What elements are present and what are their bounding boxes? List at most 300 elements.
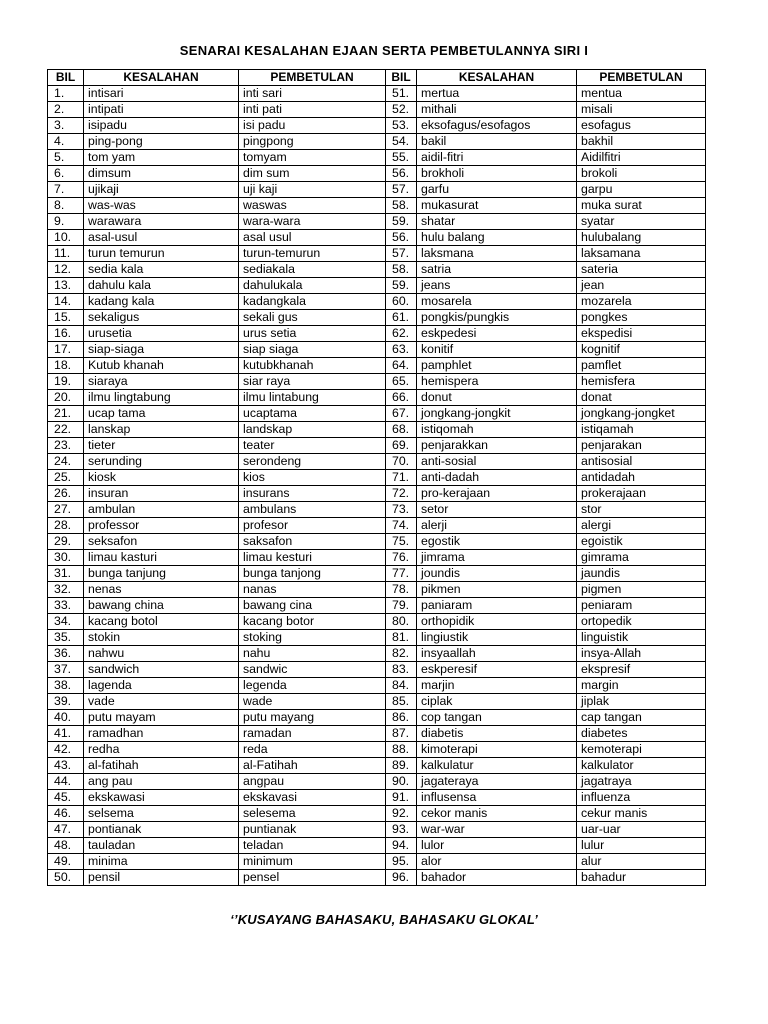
table-row xyxy=(48,422,706,438)
pembetulan-cell: misali xyxy=(577,102,706,118)
table-row xyxy=(48,102,706,118)
kesalahan-cell: ilmu lingtabung xyxy=(84,390,239,406)
bil-cell: 60. xyxy=(386,294,417,310)
pembetulan-cell: stor xyxy=(577,502,706,518)
pembetulan-cell: esofagus xyxy=(577,118,706,134)
bil-cell: 57. xyxy=(386,182,417,198)
pembetulan-cell: ekspedisi xyxy=(577,326,706,342)
bil-cell: 74. xyxy=(386,518,417,534)
kesalahan-cell: Kutub khanah xyxy=(84,358,239,374)
pembetulan-cell: muka surat xyxy=(577,198,706,214)
bil-cell: 47. xyxy=(48,822,84,838)
kesalahan-cell: ciplak xyxy=(417,694,577,710)
kesalahan-cell: turun temurun xyxy=(84,246,239,262)
kesalahan-cell: mithali xyxy=(417,102,577,118)
table-row xyxy=(48,758,706,774)
pembetulan-cell: puntianak xyxy=(239,822,386,838)
kesalahan-cell: professor xyxy=(84,518,239,534)
bil-cell: 21. xyxy=(48,406,84,422)
kesalahan-cell: siaraya xyxy=(84,374,239,390)
pembetulan-cell: turun-temurun xyxy=(239,246,386,262)
bil-cell: 19. xyxy=(48,374,84,390)
pembetulan-cell: jean xyxy=(577,278,706,294)
pembetulan-cell: saksafon xyxy=(239,534,386,550)
kesalahan-cell: alerji xyxy=(417,518,577,534)
pembetulan-cell: penjarakan xyxy=(577,438,706,454)
bil-cell: 92. xyxy=(386,806,417,822)
bil-cell: 78. xyxy=(386,582,417,598)
pembetulan-cell: reda xyxy=(239,742,386,758)
footer-slogan: ‘’KUSAYANG BAHASAKU, BAHASAKU GLOKAL’ xyxy=(230,912,538,927)
kesalahan-cell: laksmana xyxy=(417,246,577,262)
table-row xyxy=(48,150,706,166)
kesalahan-cell: ucap tama xyxy=(84,406,239,422)
bil-cell: 32. xyxy=(48,582,84,598)
pembetulan-cell: wara-wara xyxy=(239,214,386,230)
table-row xyxy=(48,614,706,630)
bil-cell: 71. xyxy=(386,470,417,486)
pembetulan-cell: dahulukala xyxy=(239,278,386,294)
pembetulan-cell: pingpong xyxy=(239,134,386,150)
bil-cell: 8. xyxy=(48,198,84,214)
bil-cell: 70. xyxy=(386,454,417,470)
table-row xyxy=(48,854,706,870)
kesalahan-cell: hemispera xyxy=(417,374,577,390)
kesalahan-cell: was-was xyxy=(84,198,239,214)
kesalahan-cell: tom yam xyxy=(84,150,239,166)
pembetulan-cell: ucaptama xyxy=(239,406,386,422)
kesalahan-cell: dimsum xyxy=(84,166,239,182)
bil-cell: 46. xyxy=(48,806,84,822)
bil-cell: 58. xyxy=(386,262,417,278)
bil-cell: 40. xyxy=(48,710,84,726)
bil-cell: 69. xyxy=(386,438,417,454)
bil-cell: 67. xyxy=(386,406,417,422)
bil-cell: 17. xyxy=(48,342,84,358)
kesalahan-cell: serunding xyxy=(84,454,239,470)
pembetulan-cell: jagatraya xyxy=(577,774,706,790)
kesalahan-cell: pamphlet xyxy=(417,358,577,374)
bil-cell: 62. xyxy=(386,326,417,342)
kesalahan-cell: pontianak xyxy=(84,822,239,838)
pembetulan-cell: urus setia xyxy=(239,326,386,342)
header-kesalahan: KESALAHAN xyxy=(417,70,577,86)
kesalahan-cell: lanskap xyxy=(84,422,239,438)
bil-cell: 51. xyxy=(386,86,417,102)
table-row xyxy=(48,518,706,534)
spelling-table xyxy=(47,69,706,886)
kesalahan-cell: eskpedesi xyxy=(417,326,577,342)
bil-cell: 55. xyxy=(386,150,417,166)
pembetulan-cell: kalkulator xyxy=(577,758,706,774)
kesalahan-cell: tauladan xyxy=(84,838,239,854)
pembetulan-cell: insurans xyxy=(239,486,386,502)
kesalahan-cell: anti-dadah xyxy=(417,470,577,486)
pembetulan-cell: syatar xyxy=(577,214,706,230)
bil-cell: 18. xyxy=(48,358,84,374)
kesalahan-cell: hulu balang xyxy=(417,230,577,246)
bil-cell: 66. xyxy=(386,390,417,406)
kesalahan-cell: orthopidik xyxy=(417,614,577,630)
kesalahan-cell: jongkang-jongkit xyxy=(417,406,577,422)
kesalahan-cell: anti-sosial xyxy=(417,454,577,470)
kesalahan-cell: intisari xyxy=(84,86,239,102)
kesalahan-cell: warawara xyxy=(84,214,239,230)
bil-cell: 38. xyxy=(48,678,84,694)
bil-cell: 96. xyxy=(386,870,417,886)
bil-cell: 14. xyxy=(48,294,84,310)
table-row xyxy=(48,534,706,550)
table-row xyxy=(48,630,706,646)
bil-cell: 41. xyxy=(48,726,84,742)
kesalahan-cell: sekaligus xyxy=(84,310,239,326)
pembetulan-cell: isi padu xyxy=(239,118,386,134)
bil-cell: 59. xyxy=(386,214,417,230)
bil-cell: 54. xyxy=(386,134,417,150)
table-row xyxy=(48,390,706,406)
pembetulan-cell: kemoterapi xyxy=(577,742,706,758)
pembetulan-cell: ortopedik xyxy=(577,614,706,630)
bil-cell: 91. xyxy=(386,790,417,806)
kesalahan-cell: limau kasturi xyxy=(84,550,239,566)
bil-cell: 77. xyxy=(386,566,417,582)
pembetulan-cell: sandwic xyxy=(239,662,386,678)
kesalahan-cell: kiosk xyxy=(84,470,239,486)
pembetulan-cell: diabetes xyxy=(577,726,706,742)
pembetulan-cell: alergi xyxy=(577,518,706,534)
table-row xyxy=(48,134,706,150)
pembetulan-cell: wade xyxy=(239,694,386,710)
bil-cell: 83. xyxy=(386,662,417,678)
kesalahan-cell: bahador xyxy=(417,870,577,886)
pembetulan-cell: alur xyxy=(577,854,706,870)
table-row xyxy=(48,710,706,726)
pembetulan-cell: mozarela xyxy=(577,294,706,310)
kesalahan-cell: kacang botol xyxy=(84,614,239,630)
table-row xyxy=(48,822,706,838)
kesalahan-cell: ekskawasi xyxy=(84,790,239,806)
bil-cell: 93. xyxy=(386,822,417,838)
pembetulan-cell: egoistik xyxy=(577,534,706,550)
kesalahan-cell: minima xyxy=(84,854,239,870)
kesalahan-cell: paniaram xyxy=(417,598,577,614)
bil-cell: 81. xyxy=(386,630,417,646)
kesalahan-cell: ping-pong xyxy=(84,134,239,150)
kesalahan-cell: bunga tanjung xyxy=(84,566,239,582)
bil-cell: 82. xyxy=(386,646,417,662)
bil-cell: 13. xyxy=(48,278,84,294)
pembetulan-cell: prokerajaan xyxy=(577,486,706,502)
pembetulan-cell: nanas xyxy=(239,582,386,598)
pembetulan-cell: ekspresif xyxy=(577,662,706,678)
kesalahan-cell: setor xyxy=(417,502,577,518)
pembetulan-cell: pigmen xyxy=(577,582,706,598)
kesalahan-cell: mertua xyxy=(417,86,577,102)
bil-cell: 29. xyxy=(48,534,84,550)
pembetulan-cell: waswas xyxy=(239,198,386,214)
bil-cell: 84. xyxy=(386,678,417,694)
bil-cell: 87. xyxy=(386,726,417,742)
bil-cell: 53. xyxy=(386,118,417,134)
pembetulan-cell: ramadan xyxy=(239,726,386,742)
table-row xyxy=(48,694,706,710)
pembetulan-cell: pensel xyxy=(239,870,386,886)
table-row xyxy=(48,326,706,342)
kesalahan-cell: siap-siaga xyxy=(84,342,239,358)
kesalahan-cell: pongkis/pungkis xyxy=(417,310,577,326)
bil-cell: 75. xyxy=(386,534,417,550)
header-bil: BIL xyxy=(48,70,84,86)
bil-cell: 72. xyxy=(386,486,417,502)
kesalahan-cell: vade xyxy=(84,694,239,710)
header-bil: BIL xyxy=(386,70,417,86)
pembetulan-cell: gimrama xyxy=(577,550,706,566)
bil-cell: 11. xyxy=(48,246,84,262)
document-title: SENARAI KESALAHAN EJAAN SERTA PEMBETULANNYA SIRI I xyxy=(179,43,589,58)
bil-cell: 90. xyxy=(386,774,417,790)
pembetulan-cell: influenza xyxy=(577,790,706,806)
pembetulan-cell: ekskavasi xyxy=(239,790,386,806)
pembetulan-cell: kognitif xyxy=(577,342,706,358)
table-row xyxy=(48,662,706,678)
kesalahan-cell: satria xyxy=(417,262,577,278)
pembetulan-cell: siap siaga xyxy=(239,342,386,358)
table-row xyxy=(48,454,706,470)
bil-cell: 31. xyxy=(48,566,84,582)
kesalahan-cell: isipadu xyxy=(84,118,239,134)
bil-cell: 49. xyxy=(48,854,84,870)
pembetulan-cell: sediakala xyxy=(239,262,386,278)
kesalahan-cell: eksofagus/esofagos xyxy=(417,118,577,134)
kesalahan-cell: insyaallah xyxy=(417,646,577,662)
bil-cell: 63. xyxy=(386,342,417,358)
pembetulan-cell: insya-Allah xyxy=(577,646,706,662)
pembetulan-cell: limau kesturi xyxy=(239,550,386,566)
kesalahan-cell: intipati xyxy=(84,102,239,118)
pembetulan-cell: peniaram xyxy=(577,598,706,614)
table-row xyxy=(48,742,706,758)
table-row xyxy=(48,790,706,806)
bil-cell: 1. xyxy=(48,86,84,102)
bil-cell: 10. xyxy=(48,230,84,246)
kesalahan-cell: kadang kala xyxy=(84,294,239,310)
pembetulan-cell: teater xyxy=(239,438,386,454)
pembetulan-cell: antisosial xyxy=(577,454,706,470)
kesalahan-cell: stokin xyxy=(84,630,239,646)
pembetulan-cell: uar-uar xyxy=(577,822,706,838)
bil-cell: 9. xyxy=(48,214,84,230)
bil-cell: 34. xyxy=(48,614,84,630)
kesalahan-cell: bakil xyxy=(417,134,577,150)
pembetulan-cell: istiqamah xyxy=(577,422,706,438)
kesalahan-cell: joundis xyxy=(417,566,577,582)
bil-cell: 25. xyxy=(48,470,84,486)
table-row xyxy=(48,358,706,374)
kesalahan-cell: urusetia xyxy=(84,326,239,342)
bil-cell: 57. xyxy=(386,246,417,262)
bil-cell: 61. xyxy=(386,310,417,326)
table-row xyxy=(48,118,706,134)
table-row xyxy=(48,406,706,422)
table-row xyxy=(48,278,706,294)
table-row xyxy=(48,198,706,214)
bil-cell: 33. xyxy=(48,598,84,614)
table-row xyxy=(48,166,706,182)
bil-cell: 37. xyxy=(48,662,84,678)
bil-cell: 5. xyxy=(48,150,84,166)
pembetulan-cell: bunga tanjong xyxy=(239,566,386,582)
kesalahan-cell: lingiustik xyxy=(417,630,577,646)
pembetulan-cell: stoking xyxy=(239,630,386,646)
kesalahan-cell: jagateraya xyxy=(417,774,577,790)
pembetulan-cell: tomyam xyxy=(239,150,386,166)
kesalahan-cell: asal-usul xyxy=(84,230,239,246)
kesalahan-cell: sandwich xyxy=(84,662,239,678)
pembetulan-cell: legenda xyxy=(239,678,386,694)
bil-cell: 65. xyxy=(386,374,417,390)
pembetulan-cell: kadangkala xyxy=(239,294,386,310)
bil-cell: 30. xyxy=(48,550,84,566)
pembetulan-cell: inti sari xyxy=(239,86,386,102)
pembetulan-cell: teladan xyxy=(239,838,386,854)
kesalahan-cell: jeans xyxy=(417,278,577,294)
pembetulan-cell: margin xyxy=(577,678,706,694)
table-row xyxy=(48,646,706,662)
bil-cell: 27. xyxy=(48,502,84,518)
table-row xyxy=(48,182,706,198)
kesalahan-cell: mosarela xyxy=(417,294,577,310)
bil-cell: 6. xyxy=(48,166,84,182)
table-row xyxy=(48,502,706,518)
table-row xyxy=(48,582,706,598)
bil-cell: 4. xyxy=(48,134,84,150)
pembetulan-cell: profesor xyxy=(239,518,386,534)
bil-cell: 85. xyxy=(386,694,417,710)
kesalahan-cell: alor xyxy=(417,854,577,870)
pembetulan-cell: serondeng xyxy=(239,454,386,470)
bil-cell: 20. xyxy=(48,390,84,406)
pembetulan-cell: selesema xyxy=(239,806,386,822)
table-row xyxy=(48,774,706,790)
table-row xyxy=(48,294,706,310)
bil-cell: 36. xyxy=(48,646,84,662)
kesalahan-cell: shatar xyxy=(417,214,577,230)
bil-cell: 42. xyxy=(48,742,84,758)
kesalahan-cell: al-fatihah xyxy=(84,758,239,774)
bil-cell: 86. xyxy=(386,710,417,726)
pembetulan-cell: laksamana xyxy=(577,246,706,262)
pembetulan-cell: kios xyxy=(239,470,386,486)
kesalahan-cell: seksafon xyxy=(84,534,239,550)
kesalahan-cell: penjarakkan xyxy=(417,438,577,454)
kesalahan-cell: pikmen xyxy=(417,582,577,598)
header-pembetulan: PEMBETULAN xyxy=(577,70,706,86)
kesalahan-cell: mukasurat xyxy=(417,198,577,214)
kesalahan-cell: bawang china xyxy=(84,598,239,614)
bil-cell: 35. xyxy=(48,630,84,646)
kesalahan-cell: war-war xyxy=(417,822,577,838)
pembetulan-cell: kutubkhanah xyxy=(239,358,386,374)
bil-cell: 95. xyxy=(386,854,417,870)
pembetulan-cell: hulubalang xyxy=(577,230,706,246)
kesalahan-cell: garfu xyxy=(417,182,577,198)
pembetulan-cell: antidadah xyxy=(577,470,706,486)
table-row xyxy=(48,838,706,854)
pembetulan-cell: garpu xyxy=(577,182,706,198)
pembetulan-cell: sateria xyxy=(577,262,706,278)
pembetulan-cell: Aidilfitri xyxy=(577,150,706,166)
table-row xyxy=(48,486,706,502)
header-pembetulan: PEMBETULAN xyxy=(239,70,386,86)
bil-cell: 15. xyxy=(48,310,84,326)
pembetulan-cell: hemisfera xyxy=(577,374,706,390)
bil-cell: 64. xyxy=(386,358,417,374)
pembetulan-cell: sekali gus xyxy=(239,310,386,326)
bil-cell: 12. xyxy=(48,262,84,278)
pembetulan-cell: lulur xyxy=(577,838,706,854)
bil-cell: 48. xyxy=(48,838,84,854)
kesalahan-cell: lagenda xyxy=(84,678,239,694)
pembetulan-cell: brokoli xyxy=(577,166,706,182)
pembetulan-cell: uji kaji xyxy=(239,182,386,198)
kesalahan-cell: konitif xyxy=(417,342,577,358)
pembetulan-cell: siar raya xyxy=(239,374,386,390)
bil-cell: 2. xyxy=(48,102,84,118)
bil-cell: 59. xyxy=(386,278,417,294)
bil-cell: 73. xyxy=(386,502,417,518)
table-row xyxy=(48,230,706,246)
pembetulan-cell: jiplak xyxy=(577,694,706,710)
table-row xyxy=(48,86,706,102)
table-row xyxy=(48,566,706,582)
kesalahan-cell: nenas xyxy=(84,582,239,598)
kesalahan-cell: lulor xyxy=(417,838,577,854)
bil-cell: 43. xyxy=(48,758,84,774)
pembetulan-cell: donat xyxy=(577,390,706,406)
bil-cell: 56. xyxy=(386,166,417,182)
kesalahan-cell: influsensa xyxy=(417,790,577,806)
pembetulan-cell: bahadur xyxy=(577,870,706,886)
table-row xyxy=(48,438,706,454)
kesalahan-cell: marjin xyxy=(417,678,577,694)
kesalahan-cell: ang pau xyxy=(84,774,239,790)
bil-cell: 24. xyxy=(48,454,84,470)
kesalahan-cell: aidil-fitri xyxy=(417,150,577,166)
kesalahan-cell: ambulan xyxy=(84,502,239,518)
pembetulan-cell: nahu xyxy=(239,646,386,662)
bil-cell: 94. xyxy=(386,838,417,854)
kesalahan-cell: dahulu kala xyxy=(84,278,239,294)
bil-cell: 68. xyxy=(386,422,417,438)
table-row xyxy=(48,262,706,278)
kesalahan-cell: kimoterapi xyxy=(417,742,577,758)
table-header-row xyxy=(48,70,706,86)
bil-cell: 7. xyxy=(48,182,84,198)
bil-cell: 79. xyxy=(386,598,417,614)
kesalahan-cell: donut xyxy=(417,390,577,406)
bil-cell: 28. xyxy=(48,518,84,534)
kesalahan-cell: diabetis xyxy=(417,726,577,742)
kesalahan-cell: pro-kerajaan xyxy=(417,486,577,502)
table-row xyxy=(48,246,706,262)
pembetulan-cell: jaundis xyxy=(577,566,706,582)
kesalahan-cell: kalkulatur xyxy=(417,758,577,774)
kesalahan-cell: egostik xyxy=(417,534,577,550)
table-row xyxy=(48,598,706,614)
pembetulan-cell: asal usul xyxy=(239,230,386,246)
table-row xyxy=(48,870,706,886)
bil-cell: 44. xyxy=(48,774,84,790)
